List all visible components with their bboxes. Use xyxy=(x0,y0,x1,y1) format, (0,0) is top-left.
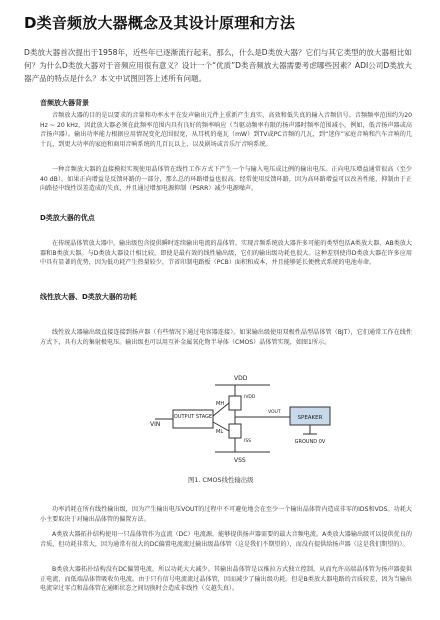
paragraph-advantages: 在传统晶体管放大器中，输出级包含提供瞬时连续输出电流的晶体管。实现音频系统放大器许多可能的类型包括A类放大器，AB类放大器和B类放大器。与D类放大器设计相比较，即使是最有效的线性输出级，它们的输出级功耗也很大。这种差别使得D类放大器在许多应用中具有显著的优势，因为低功耗产生热量较少，节省印制电路板（PCB）面积和成本，并且能够延长便携式系统的电池寿命。 xyxy=(40,240,412,267)
ml-label: ML xyxy=(216,429,224,435)
section-heading-power: 线性放大器、D类放大器的功耗 xyxy=(40,293,137,301)
paragraph-after-1: 功率消耗在所有线性输出级，因为产生输出电压VOUT的过程中不可避免地会在至少一个输出晶体管内造成非零的IDS和VDS。功耗大小主要取决于对输出晶体管的偏置方法。 xyxy=(40,506,412,523)
intro-paragraph: D类放大器首次提出于1958年，近些年已逐渐流行起来。那么，什么是D类放大器？它们与其它类型的放大器相比如何？为什么D类放大器对于音频应用很有意义？设计一个“优质”D类音频放大器需要考虑哪些因素？ADI公司D类放大器产品的特点是什么？本文中试图回答上述所有问题。 xyxy=(24,48,412,83)
paragraph-after-2: A类放大器拓扑结构使用一只晶体管作为直流（DC）电流源，能够提供扬声器需要的最大音频电流。A类放大器输出级可以提供优良的音质，但功耗非常大，因为通常有很大的DC偏置电流流过输出级晶体管（这是我们不期望的），而没有提供给扬声器（这是我们期望的）。 xyxy=(40,531,412,548)
vdd-label: VDD xyxy=(234,375,248,382)
section-heading-advantages: D类放大器的优点 xyxy=(40,214,95,222)
mh-label: MH xyxy=(216,401,225,407)
paragraph-background-2: 一种音频放大器的直接模拟实现使用晶体管在线性工作方式下产生一个与输入电压成比例的输出电压。正向电压增益通常很高（至少40 dB）。如果正向增益是反馈环路的一部分，那么总的环路增益也很高。经常使用反馈环路，因为高环路增益可以改善性能，抑制由于正向路径中线性误差造成的失真，并且通过增加电源抑制（PSRR）减少电源噪声。 xyxy=(40,166,412,193)
paragraph-power: 线性放大器输出级直接连接到扬声器（有些情况下通过电容器连接）。如果输出级使用双极性晶型晶体管（BJT），它们通常工作在线性方式下，具有大的集射极电压。输出级也可以用互补金属氧化物半导体（CMOS）晶体管实现，如图1所示。 xyxy=(40,329,412,346)
output-stage-label: OUTPUT STAGE xyxy=(173,414,213,420)
paragraph-after-3: B类放大器拓扑结构没有DC偏置电流，所以功耗大大减少。其输出晶体管是以推拉方式独立控制，从而允许高端晶体管为扬声器提供正电流，而低端晶体管吸收负电流。由于只有信号电流流过晶体管，因而减少了输出级功耗。但是B类放大器电路的音质较差，因为当输出电流穿过零点和晶体管在通断状态之间切换时会造成非线性（交越失真）。 xyxy=(40,566,412,593)
ground-label: GROUND 0V xyxy=(294,439,326,445)
mh-transistor xyxy=(229,396,241,410)
figure-caption: 图1. CMOS线性输出级 xyxy=(188,476,254,484)
ml-transistor xyxy=(229,424,241,438)
cmos-output-stage-diagram xyxy=(150,368,350,468)
page-title: D类音频放大器概念及其设计原理和方法 xyxy=(24,14,296,32)
iss-label: ISS xyxy=(244,439,252,444)
section-heading-background: 音频放大器背景 xyxy=(40,99,89,107)
vss-label: VSS xyxy=(234,457,246,464)
vin-label: VIN xyxy=(150,421,161,428)
ivdd-label: IVDD xyxy=(244,395,256,400)
vout-label: VOUT xyxy=(268,410,281,415)
paragraph-background-1: 音频放大器的目的是以要求的音量和功率水平在发声输出元件上重新产生真实、高效和低失真的输入音频信号。音频频率范围约为20 Hz ~ 20 kHz，因此放大器必须在此频率范围内具有良好的频率响应（当驱动频率有限的扬声器时频率范围减小，例如，低音扬声器或高音扬声器）。输出功率能力根据应用情况变化范围很宽，从耳机的毫瓦（mW）到TV或PC音频的几瓦，到“迷你”家庭音响和汽车音响的几十瓦，到更大功率的家庭和商用音响系统的几百瓦以上，以及剧场或音乐厅音响系统。 xyxy=(40,112,412,148)
speaker-label: SPEAKER xyxy=(297,415,323,421)
